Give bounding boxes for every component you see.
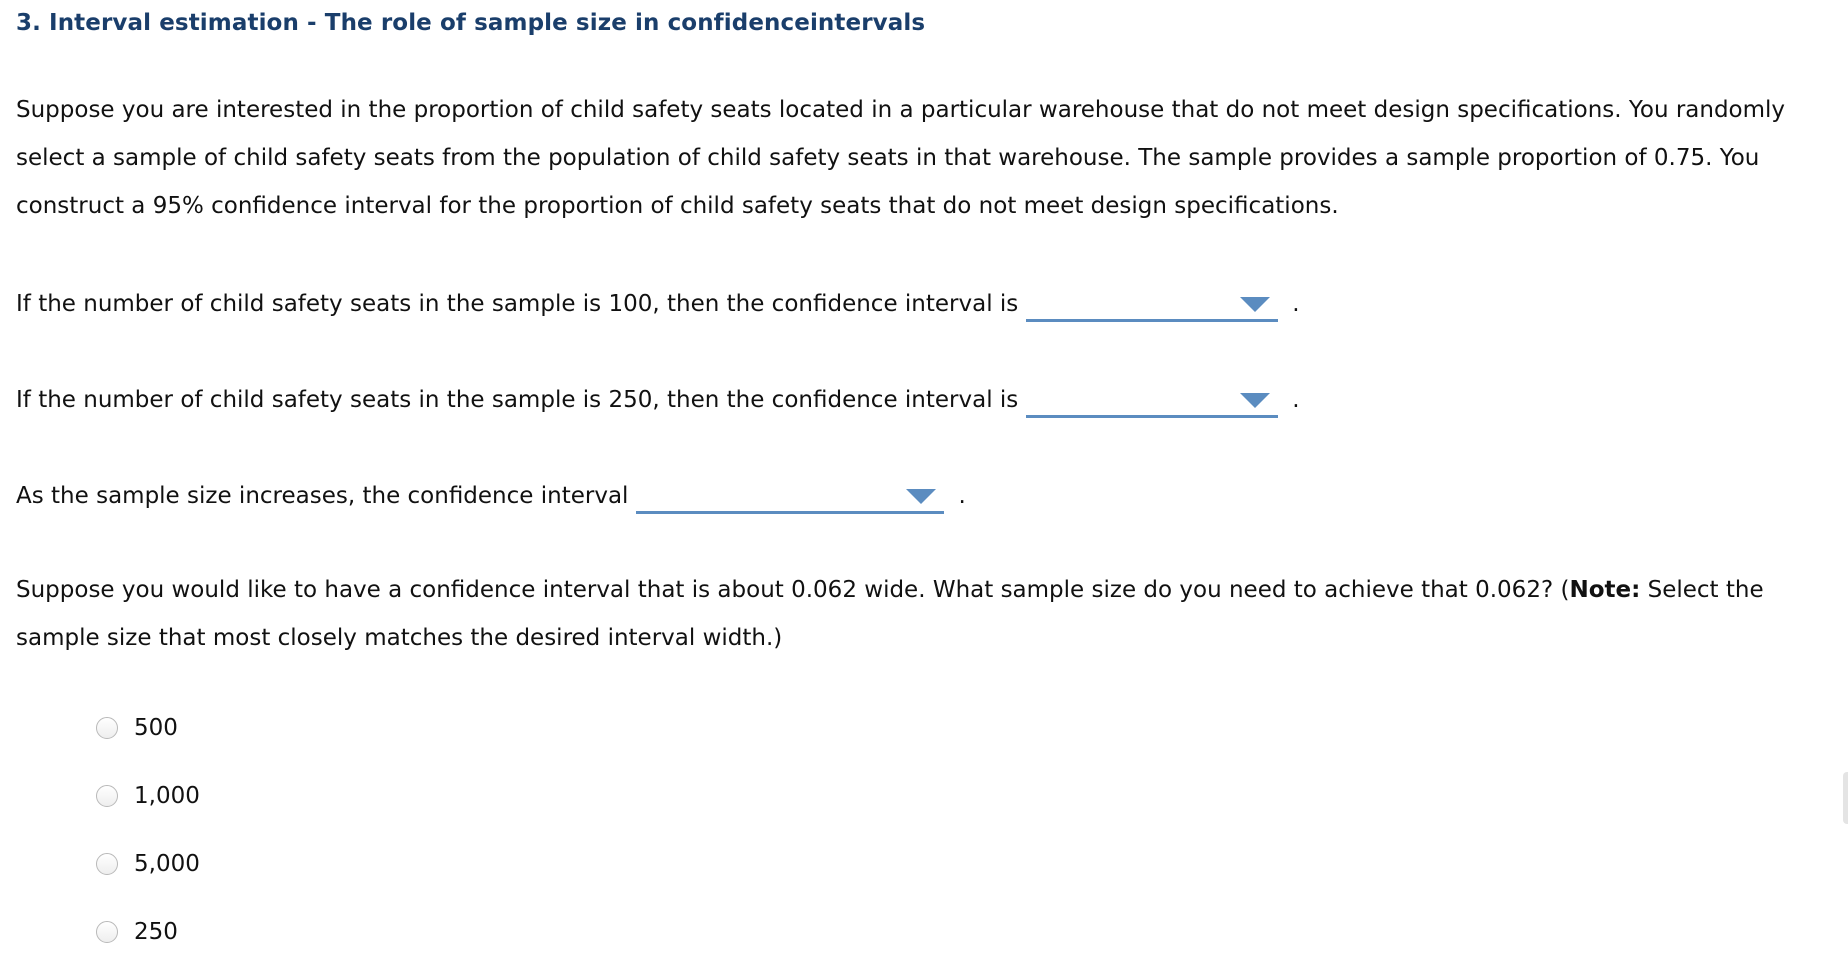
question-3-text: As the sample size increases, the confidence interval bbox=[16, 483, 629, 509]
sample-size-options bbox=[96, 694, 200, 966]
option-label: 5,000 bbox=[134, 851, 200, 877]
question-2-text: If the number of child safety seats in the sample is 250, then the confidence interval is bbox=[16, 387, 1019, 413]
intro-paragraph: Suppose you are interested in the proportion of child safety seats located in a particular warehouse that do not meet design specifications. You randomly select a sample of child safety seats from the population of child safety seats in that warehouse. The sample provides a sample proportion of 0.75. You construct a 95% confidence interval for the proportion of child safety seats that do not meet design specifications. bbox=[16, 97, 1786, 219]
question-2 bbox=[16, 372, 1300, 420]
radio-unchecked-icon[interactable] bbox=[96, 785, 118, 807]
radio-unchecked-icon[interactable] bbox=[96, 717, 118, 739]
option-label: 500 bbox=[134, 715, 178, 741]
question-1-dropdown[interactable] bbox=[1026, 283, 1278, 322]
option-500[interactable] bbox=[96, 694, 200, 762]
question-4-text bbox=[16, 566, 1836, 662]
option-label: 250 bbox=[134, 919, 178, 945]
caret-down-icon bbox=[1240, 393, 1270, 408]
question-2-period: . bbox=[1292, 387, 1300, 413]
question-3 bbox=[16, 468, 966, 516]
question-4-text-before: Suppose you would like to have a confidence interval that is about 0.062 wide. What sample size do you need to achieve that 0.062? ( bbox=[16, 577, 1570, 603]
option-label: 1,000 bbox=[134, 783, 200, 809]
note-label: Note: bbox=[1569, 577, 1641, 603]
question-3-period: . bbox=[958, 483, 966, 509]
question-3-dropdown[interactable] bbox=[636, 475, 944, 514]
option-5000[interactable] bbox=[96, 830, 200, 898]
question-2-dropdown[interactable] bbox=[1026, 379, 1278, 418]
caret-down-icon bbox=[1240, 297, 1270, 312]
radio-unchecked-icon[interactable] bbox=[96, 853, 118, 875]
page-title: 3. Interval estimation - The role of sample size in confidenceintervals bbox=[16, 10, 926, 36]
question-4-text-after: Select the sample size that most closely matches the desired interval width.) bbox=[16, 577, 1764, 651]
question-1-text: If the number of child safety seats in the sample is 100, then the confidence interval is bbox=[16, 291, 1019, 317]
caret-down-icon bbox=[906, 489, 936, 504]
scroll-edge-tab[interactable] bbox=[1843, 772, 1848, 824]
question-1-period: . bbox=[1292, 291, 1300, 317]
option-1000[interactable] bbox=[96, 762, 200, 830]
radio-unchecked-icon[interactable] bbox=[96, 921, 118, 943]
question-1 bbox=[16, 276, 1300, 324]
option-250[interactable] bbox=[96, 898, 200, 966]
